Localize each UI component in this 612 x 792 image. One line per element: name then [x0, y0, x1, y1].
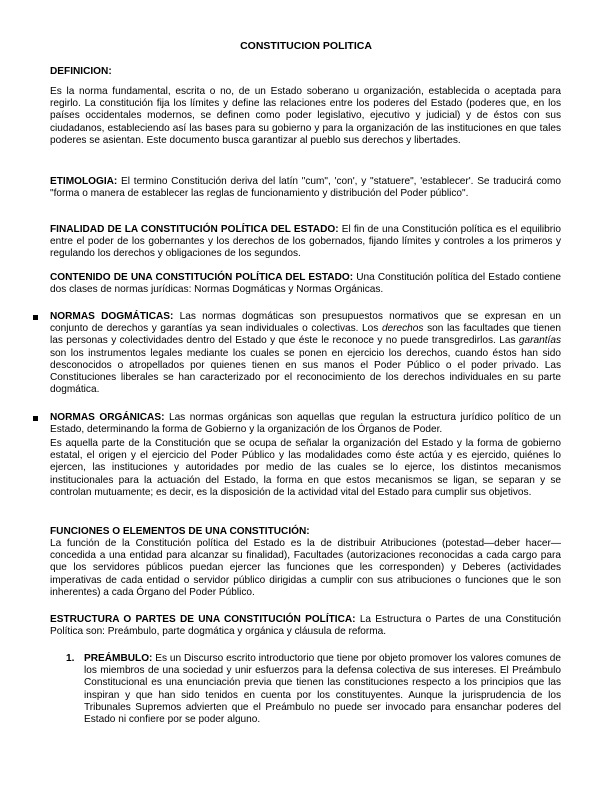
contenido-paragraph: [50, 272, 561, 296]
preambulo-heading: PREÁMBULO:: [84, 653, 153, 664]
dogmaticas-italic-a: derechos: [381, 323, 424, 335]
preambulo-paragraph: [84, 653, 561, 726]
preambulo-text: Es un Discurso escrito introductorio que tiene por objeto promover los valores comunes de los miembros de una sociedad y unir esfuerzos para la defensa colectiva de sus intereses. El Preámbulo Constitucional es una enunciación previa que tienen las constituciones respecto a los principios que las inspiran y que han sido tenidos en cuenta por los constituyentes. Aunque la jurisprudencia de los Tribunales Supremos advierten que el Preámbulo no puede ser invocado para ensanchar poderes del Estado ni confiere por se poder alguno.: [84, 653, 561, 726]
list-number: 1.: [66, 653, 75, 664]
etimologia-heading: ETIMOLOGIA:: [50, 176, 118, 187]
organicas-text: Las normas orgánicas son aquellas que regulan la estructura jurídico político de un Estado, determinando la forma de Gobierno y la organización de los Órganos de Poder.: [50, 412, 561, 436]
dogmaticas-text-c: son los instrumentos legales mediante los cuales se ponen en ejercicio los derechos, cuando éstos han sido desconocidos o atropellados por quienes tienen en sus manos el Poder Público o el poder privado. Las Constituciones liberales se han caracterizado por el reconocimiento de los derechos individuales en su parte dogmática.: [50, 347, 561, 396]
dogmaticas-text-a: Las normas dogmáticas son presupuestos normativos que se expresan en un conjunto de derechos y garantías ya sean individuales o colectivas. Los: [50, 311, 561, 335]
contenido-text: Una Constitución política del Estado contiene dos clases de normas jurídicas: Normas Dogmáticas y Normas Orgánicas.: [50, 272, 561, 296]
finalidad-text: El fin de una Constitución política es el equilibrio entre el poder de los gobernantes y los derechos de los gobernados, fijando límites y controles a los primeros y regulando los derechos y obligaciones de los segundos.: [50, 224, 562, 260]
organicas-heading: NORMAS ORGÁNICAS:: [50, 412, 165, 423]
definicion-heading: [50, 66, 561, 78]
definicion-paragraph: Es la norma fundamental, escrita o no, de un Estado soberano u organización, establecida o aceptada para regirlo. La constitución fija los límites y define las relaciones entre los poderes del Estado (poderes que, en los países occidentales modernos, se definen como poder legislativo, ejecutivo y judicial) y de éstos con sus ciudadanos, estableciendo así las bases para su gobierno y para la organización de las instituciones en que tales poderes se asientan. Este documento busca garantizar al pueblo sus derechos y libertades.: [50, 86, 561, 146]
normas-organicas-paragraph-2: Es aquella parte de la Constitución que se ocupa de señalar la organización del Estado y la forma de gobierno estatal, el origen y el ejercicio del Poder Público y las modalidades como éste actúa y es ejercido, quiénes lo ejercen, las instituciones y autoridades por medio de las cuales se lo ejerce, los distintos mecanismos institucionales para la actuación del Estado, la forma en que estos mecanismos se ligan, se separan y se controlan mutuamente; es decir, es la disposición de la actividad vital del Estado para cumplir sus objetivos.: [50, 438, 561, 498]
estructura-heading: ESTRUCTURA O PARTES DE UNA CONSTITUCIÓN POLÍTICA:: [50, 614, 356, 625]
dogmaticas-text-b: son las facultades que tienen las personas y colectividades dentro del Estado y que éste le reconoce y no puede transgredirlos. Las: [50, 323, 561, 347]
estructura-text: La Estructura o Partes de una Constitución Política son: Preámbulo, parte dogmática y orgánica y cláusula de reforma.: [50, 614, 561, 638]
bullet-marker: [33, 416, 38, 421]
definicion-heading-text: DEFINICION:: [50, 66, 112, 77]
dogmaticas-italic-b: garantías: [518, 335, 561, 347]
finalidad-heading: FINALIDAD DE LA CONSTITUCIÓN POLÍTICA DEL ESTADO:: [50, 224, 339, 235]
estructura-paragraph: [50, 614, 561, 638]
page-title: CONSTITUCION POLITICA: [240, 40, 372, 52]
finalidad-paragraph: [50, 224, 561, 261]
funciones-paragraph: La función de la Constitución política del Estado es la de distribuir Atribuciones (potestad—deber hacer—concedida a una entidad para alcanzar su finalidad), Facultades (autorizaciones reconocidas a cada cargo para que los servidores públicos puedan ejercer las funciones que les corresponden) y Deberes (actividades imperativas de cada entidad o servidor público dirigidas a cumplir con sus atribuciones o funciones que le son inherentes) a cada Órgano del Poder Público.: [50, 538, 561, 598]
normas-organicas-paragraph: [50, 412, 561, 436]
contenido-heading: CONTENIDO DE UNA CONSTITUCIÓN POLÍTICA DEL ESTADO:: [50, 272, 354, 283]
dogmaticas-heading: NORMAS DOGMÁTICAS:: [50, 311, 174, 322]
bullet-marker: [33, 315, 38, 320]
etimologia-paragraph: [50, 176, 561, 200]
etimologia-text: El termino Constitución deriva del latín "cum", 'con', y "statuere", 'establecer'. Se traducirá como "forma o manera de establecer las reglas de funcionamiento y distribución del Poder público".: [50, 176, 561, 200]
normas-dogmaticas-paragraph: [50, 311, 561, 396]
funciones-heading: FUNCIONES O ELEMENTOS DE UNA CONSTITUCIÓN:: [50, 526, 310, 537]
